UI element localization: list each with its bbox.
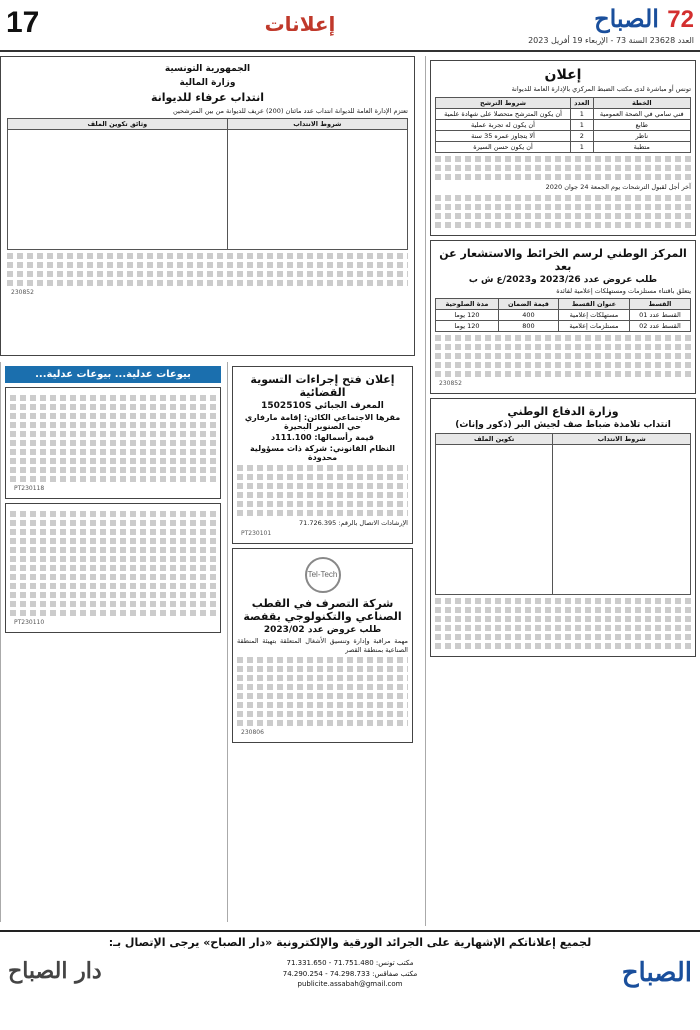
center-ad-subtitle: طلب عروض عدد 2023/26 و2023/ع ش ب [468,274,658,285]
customs-table: الخطة العدد شروط الترشح فني سامي في الصحة العمومية 1 أن يكون المترشح متحصلا على شهادة علمية طابع 1 أن يكون له تجربة عملية ناظر 2 ألا يتجاوز عمره 35 سنة متطبة 1 أن يكون حسن السيرة [435,97,691,153]
middle-column [227,362,417,922]
table-row: القسط عدد 02 مستلزمات إعلامية 800 120 يوما [436,321,691,332]
footer-logo-right: الصباح [621,958,692,988]
table-row: متطبة 1 أن يكون حسن السيرة [436,141,691,152]
customs-ad-title: إعلان [544,67,582,83]
judicial-ref-2: PT230110 [14,619,45,626]
liquidation-address: مقرها الاجتماعي الكائن: إقامة مارفاري حي الصنوبر البحيرة [244,413,401,431]
telecom-desc: مهمة مراقبة وإدارة وتنسيق الأشغال المتعلقة بتهيئة المنطقة الصناعية بمنطقة القصر [237,636,408,654]
footer-title: لجميع إعلاناتكم الإشهارية على الجرائد الورقية والإلكترونية «دار الصباح» يرجى الإتصال بـ: [108,936,592,949]
defense-ad-title: وزارة الدفاع الوطني [507,405,619,419]
judicial-banner: بيوعات عدلية... بيوعات عدلية... [5,366,221,383]
telecom-subtitle: طلب عروض عدد 2023/02 [263,624,382,635]
footer-contact: مكتب تونس: 71.751.480 - 71.331.650 مكتب صفاقس: 74.298.733 - 74.290.254 publicite.assabah@gmail.com [282,959,418,988]
right-column [425,56,700,926]
section-title: إعلانات [264,12,336,36]
liquidation-ad [232,366,413,544]
liquidation-phone: الإرشادات الاتصال بالرقم: 71.726.395 [299,519,408,527]
judicial-ad-2 [5,503,221,633]
newspaper-logo: 72 الصباح [594,4,694,33]
telecom-ad [232,548,413,744]
liquidation-title: إعلان فتح إجراءات التسوية القضائية [250,373,395,399]
customs-ad [430,60,696,236]
page-footer [0,930,700,1030]
defense-ad-subtitle: انتداب تلامذة ضباط صف لجيش البر (ذكور وإناث) [455,420,671,431]
liquidation-system: النظام القانوني: شركة ذات مسؤولية محدودة [249,444,396,462]
center-ref: 230852 [439,380,462,388]
footer-logo-left: دار الصباح [8,958,102,984]
center-table: القسط عنوان القسط قيمة الضمان مدة الصلوحية القسط عدد 01 مستهلكات إعلامية 400 120 يوما القسط عدد 02 مستلزمات إعلامية 800 120 يوما [435,298,691,332]
judicial-ref-1: PT230118 [14,485,45,492]
ministry-ad [0,56,415,356]
left-column [0,362,225,922]
ministry-republic: الجمهورية التونسية [164,64,251,74]
ministry-ad-title: انتداب عرفاء للديوانة [150,91,265,104]
table-row: ناظر 2 ألا يتجاوز عمره 35 سنة [436,130,691,141]
telecom-ref: 230806 [241,729,264,737]
table-row: طابع 1 أن يكون له تجربة عملية [436,119,691,130]
telecom-title: شركة التصرف في القطب الصناعي والتكنولوجي بقفصة [243,596,402,623]
ministry-ref: 230852 [11,289,34,297]
center-ad [430,240,696,395]
table-row: القسط عدد 01 مستهلكات إعلامية 400 120 يوما [436,310,691,321]
liquidation-capital: قيمة رأسمالها: 111.100د [271,433,374,442]
customs-deadline: آخر أجل لقبول الترشحات يوم الجمعة 24 جوان 2020 [545,182,691,191]
liquidation-company: المعرف الجبائي 1502510S [261,401,384,411]
defense-ad [430,398,696,657]
center-ad-line: يتعلق باقتناء مستلزمات ومستهلكات إعلامية لفائدة [556,286,691,295]
ministry-intro: تعتزم الإدارة العامة للديوانة انتداب عدد مائتان (200) عريف للديوانة من بين المترشحين [173,106,408,115]
judicial-ad-1 [5,387,221,499]
teltech-logo: Tel-Tech [305,557,341,593]
center-ad-title: المركز الوطني لرسم الخرائط والاستشعار عن بعد [439,246,687,273]
page-number: 17 [6,6,40,39]
issue-info: العدد 23628 السنة 73 - الإربعاء 19 أفريل 2023 [528,36,694,45]
ministry-name: وزارة المالية [179,77,236,88]
ministry-table: شروط الانتداب وثائق تكوين الملف [7,118,408,250]
customs-ad-lead: تونس أو مباشرة لدى مكتب الضبط المركزي بالإدارة العامة للديوانة [511,85,691,93]
table-row: فني سامي في الصحة العمومية 1 أن يكون المترشح متحصلا على شهادة علمية [436,108,691,119]
defense-table: شروط الانتداب تكوين الملف [435,433,691,595]
masthead [494,4,694,45]
page-header [0,0,700,52]
liquidation-ref: PT230101 [241,529,272,537]
